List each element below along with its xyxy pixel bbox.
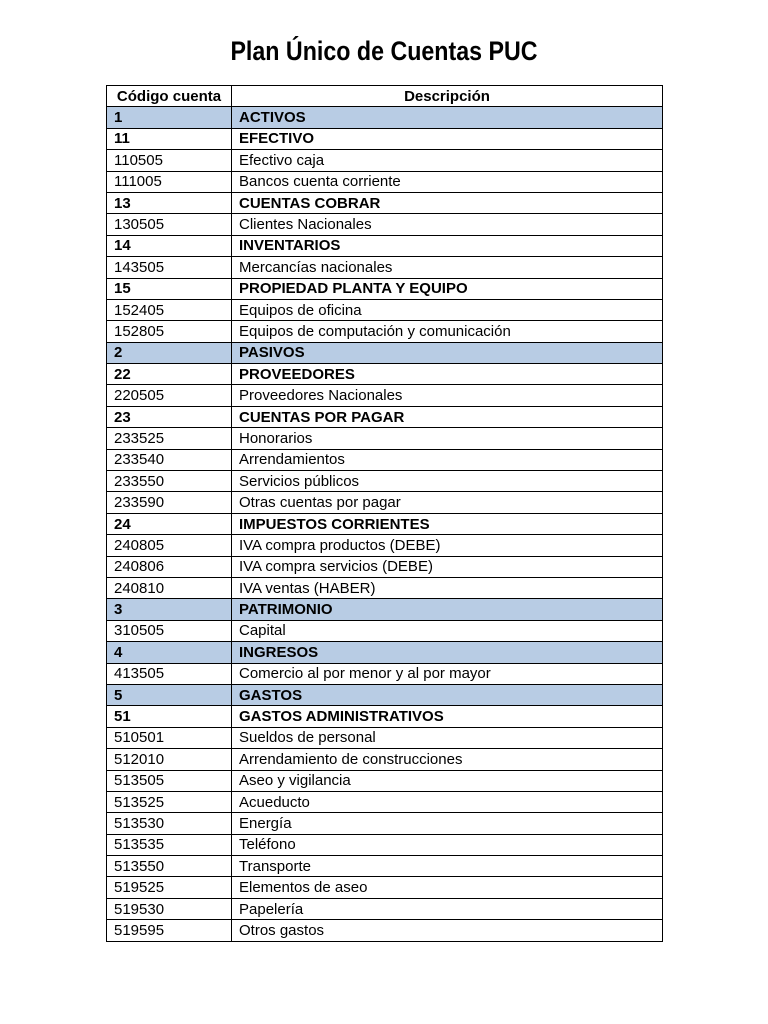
account-code: 519530: [107, 898, 232, 919]
account-description: Otros gastos: [232, 920, 663, 941]
account-code: 24: [107, 513, 232, 534]
account-description: Otras cuentas por pagar: [232, 492, 663, 513]
account-description: Efectivo caja: [232, 150, 663, 171]
account-description: Equipos de oficina: [232, 299, 663, 320]
account-description: INGRESOS: [232, 642, 663, 663]
account-description: Papelería: [232, 898, 663, 919]
table-row: [107, 642, 663, 663]
account-description: Energía: [232, 813, 663, 834]
table-row: [107, 684, 663, 705]
account-code: 240806: [107, 556, 232, 577]
account-code: 513525: [107, 791, 232, 812]
account-code: 513505: [107, 770, 232, 791]
account-code: 233590: [107, 492, 232, 513]
account-code: 233525: [107, 428, 232, 449]
account-code: 2: [107, 342, 232, 363]
account-code: 152405: [107, 299, 232, 320]
account-code: 413505: [107, 663, 232, 684]
account-description: Teléfono: [232, 834, 663, 855]
account-code: 310505: [107, 620, 232, 641]
account-code: 22: [107, 364, 232, 385]
table-row: [107, 385, 663, 406]
account-description: Arrendamiento de construcciones: [232, 749, 663, 770]
account-code: 4: [107, 642, 232, 663]
table-row: [107, 428, 663, 449]
account-description: IVA compra productos (DEBE): [232, 535, 663, 556]
account-code: 519595: [107, 920, 232, 941]
account-description: Acueducto: [232, 791, 663, 812]
account-code: 51: [107, 706, 232, 727]
table-row: [107, 471, 663, 492]
table-row: [107, 171, 663, 192]
account-code: 13: [107, 192, 232, 213]
account-description: Clientes Nacionales: [232, 214, 663, 235]
account-code: 3: [107, 599, 232, 620]
table-row: [107, 128, 663, 149]
account-code: 240805: [107, 535, 232, 556]
table-row: [107, 727, 663, 748]
account-code: 512010: [107, 749, 232, 770]
account-description: INVENTARIOS: [232, 235, 663, 256]
account-code: 519525: [107, 877, 232, 898]
table-row: [107, 364, 663, 385]
account-code: 1: [107, 107, 232, 128]
account-description: Comercio al por menor y al por mayor: [232, 663, 663, 684]
table-row: [107, 235, 663, 256]
table-row: [107, 278, 663, 299]
account-code: 510501: [107, 727, 232, 748]
account-description: Bancos cuenta corriente: [232, 171, 663, 192]
table-row: [107, 620, 663, 641]
account-description: Arrendamientos: [232, 449, 663, 470]
account-code: 23: [107, 406, 232, 427]
account-description: IMPUESTOS CORRIENTES: [232, 513, 663, 534]
table-row: [107, 192, 663, 213]
account-code: 240810: [107, 577, 232, 598]
table-row: [107, 556, 663, 577]
table-row: [107, 898, 663, 919]
account-description: IVA compra servicios (DEBE): [232, 556, 663, 577]
table-row: [107, 513, 663, 534]
account-code: 233540: [107, 449, 232, 470]
account-description: Sueldos de personal: [232, 727, 663, 748]
table-row: [107, 834, 663, 855]
table-row: [107, 342, 663, 363]
account-description: Aseo y vigilancia: [232, 770, 663, 791]
account-code: 513535: [107, 834, 232, 855]
account-description: PROVEEDORES: [232, 364, 663, 385]
account-description: PROPIEDAD PLANTA Y EQUIPO: [232, 278, 663, 299]
table-row: [107, 535, 663, 556]
table-row: [107, 150, 663, 171]
account-description: EFECTIVO: [232, 128, 663, 149]
table-row: [107, 663, 663, 684]
account-code: 14: [107, 235, 232, 256]
account-description: Servicios públicos: [232, 471, 663, 492]
account-description: Mercancías nacionales: [232, 257, 663, 278]
table-row: [107, 406, 663, 427]
account-code: 152805: [107, 321, 232, 342]
account-description: CUENTAS POR PAGAR: [232, 406, 663, 427]
table-row: [107, 791, 663, 812]
accounts-table: [106, 85, 663, 942]
account-description: Capital: [232, 620, 663, 641]
account-code: 233550: [107, 471, 232, 492]
account-code: 513530: [107, 813, 232, 834]
table-row: [107, 214, 663, 235]
account-description: PATRIMONIO: [232, 599, 663, 620]
account-description: ACTIVOS: [232, 107, 663, 128]
account-code: 143505: [107, 257, 232, 278]
account-code: 110505: [107, 150, 232, 171]
account-code: 15: [107, 278, 232, 299]
table-row: [107, 449, 663, 470]
table-row: [107, 770, 663, 791]
account-description: Elementos de aseo: [232, 877, 663, 898]
table-row: [107, 492, 663, 513]
table-row: [107, 856, 663, 877]
header-code: Código cuenta: [107, 86, 232, 107]
account-description: Proveedores Nacionales: [232, 385, 663, 406]
account-description: Honorarios: [232, 428, 663, 449]
table-row: [107, 299, 663, 320]
header-description: Descripción: [232, 86, 663, 107]
account-description: CUENTAS COBRAR: [232, 192, 663, 213]
table-row: [107, 920, 663, 941]
account-description: PASIVOS: [232, 342, 663, 363]
account-description: GASTOS ADMINISTRATIVOS: [232, 706, 663, 727]
table-row: [107, 321, 663, 342]
table-row: [107, 257, 663, 278]
account-description: Transporte: [232, 856, 663, 877]
table-row: [107, 107, 663, 128]
document-title: Plan Único de Cuentas PUC: [230, 36, 538, 66]
account-description: GASTOS: [232, 684, 663, 705]
table-row: [107, 813, 663, 834]
table-body: [107, 107, 663, 941]
table-row: [107, 877, 663, 898]
account-code: 513550: [107, 856, 232, 877]
account-description: IVA ventas (HABER): [232, 577, 663, 598]
table-row: [107, 577, 663, 598]
table-header-row: [107, 86, 663, 107]
table-row: [107, 706, 663, 727]
account-code: 11: [107, 128, 232, 149]
account-description: Equipos de computación y comunicación: [232, 321, 663, 342]
account-code: 111005: [107, 171, 232, 192]
table-row: [107, 749, 663, 770]
account-code: 5: [107, 684, 232, 705]
table-row: [107, 599, 663, 620]
account-code: 130505: [107, 214, 232, 235]
account-code: 220505: [107, 385, 232, 406]
